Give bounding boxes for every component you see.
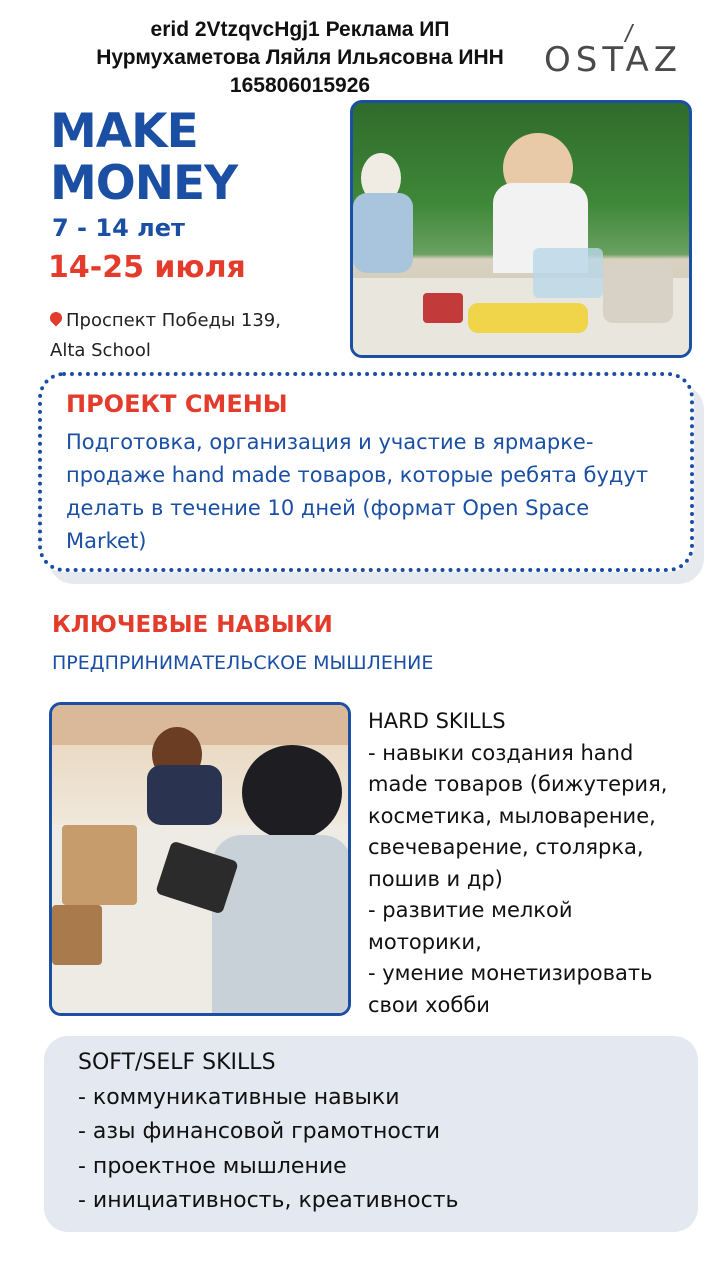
soft-skills-heading: SOFT/SELF SKILLS bbox=[78, 1050, 276, 1075]
hard-skills-line: моторики, bbox=[368, 929, 482, 954]
key-skills-subtitle: ПРЕДПРИНИМАТЕЛЬСКОЕ МЫШЛЕНИЕ bbox=[52, 652, 434, 674]
hard-skills-line: свечеварение, столярка, bbox=[368, 835, 644, 859]
hard-skills-heading: HARD SKILLS bbox=[368, 709, 506, 733]
hard-skills-line: свои хобби bbox=[368, 992, 490, 1017]
hard-skills-line: - развитие мелкой bbox=[368, 898, 573, 922]
hard-skills-line: косметика, мыловарение, bbox=[368, 803, 656, 828]
ostaz-logo: OSTAZ bbox=[544, 40, 683, 80]
soft-skills-list bbox=[78, 1046, 678, 1219]
soft-skills-line: - коммуникативные навыки bbox=[78, 1084, 400, 1110]
project-description-line: продаже hand made товаров, которые ребята будут bbox=[66, 463, 649, 487]
hero-title-line: MONEY bbox=[50, 156, 238, 211]
project-description-line: Market) bbox=[66, 529, 147, 553]
location-pin-icon bbox=[48, 310, 65, 327]
key-skills-title: КЛЮЧЕВЫЕ НАВЫКИ bbox=[52, 612, 333, 638]
project-title: ПРОЕКТ СМЕНЫ bbox=[66, 390, 288, 418]
hero-title bbox=[50, 106, 340, 210]
hard-skills-line: made товаров (бижутерия, bbox=[368, 772, 668, 796]
address-line: Alta School bbox=[50, 340, 151, 361]
ad-disclaimer-line: Нурмухаметова Ляйля Ильясовна ИНН bbox=[96, 46, 504, 69]
hard-skills-line: - умение монетизировать bbox=[368, 961, 653, 985]
age-range: 7 - 14 лет bbox=[52, 214, 185, 242]
project-description bbox=[66, 426, 676, 558]
hard-skills-line: пошив и др) bbox=[368, 866, 503, 891]
ad-disclaimer-line: 165806015926 bbox=[229, 74, 371, 97]
kids-calculator-photo bbox=[49, 702, 351, 1016]
soft-skills-line: - проектное мышление bbox=[78, 1153, 347, 1179]
address bbox=[50, 306, 350, 366]
hero-title-line: MAKE bbox=[50, 104, 198, 159]
ad-disclaimer-line: erid 2VtzqvcHgj1 Реклама ИП bbox=[150, 18, 450, 41]
event-dates: 14-25 июля bbox=[48, 250, 246, 285]
soft-skills-line: - азы финансовой грамотности bbox=[78, 1119, 441, 1144]
hard-skills-line: - навыки создания hand bbox=[368, 740, 634, 765]
project-description-line: делать в течение 10 дней (формат Open Space bbox=[66, 496, 590, 520]
soft-skills-line: - инициативность, креативность bbox=[78, 1188, 459, 1213]
address-line: Проспект Победы 139, bbox=[66, 310, 281, 331]
market-stall-photo bbox=[350, 100, 692, 358]
project-description-line: Подготовка, организация и участие в ярмарке- bbox=[66, 430, 594, 454]
hard-skills-list bbox=[368, 706, 698, 1021]
